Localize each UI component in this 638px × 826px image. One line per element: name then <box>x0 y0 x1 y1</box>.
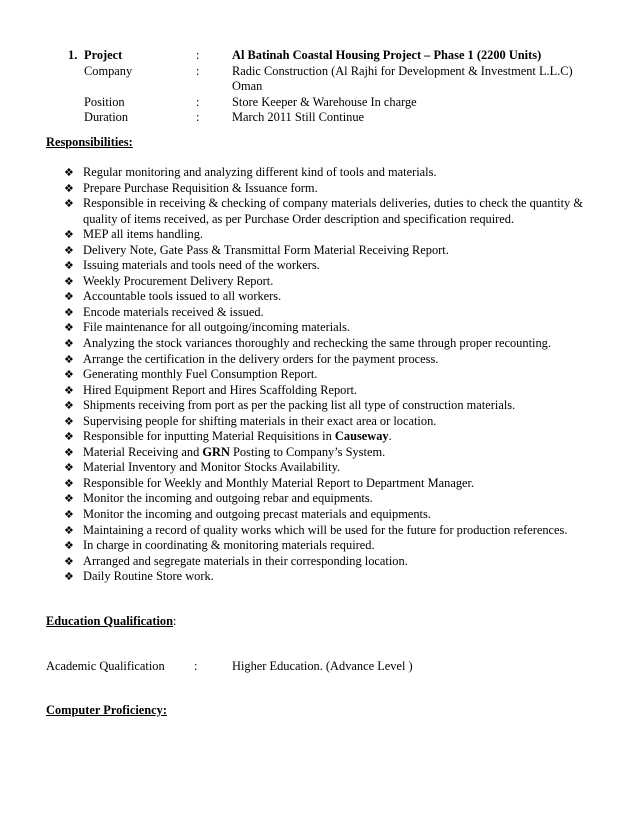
diamond-bullet-icon: ❖ <box>64 166 74 179</box>
diamond-bullet-icon: ❖ <box>64 321 74 335</box>
responsibility-text: Supervising people for shifting materials in their exact area or location. <box>83 413 437 428</box>
responsibility-text: MEP all items handling. <box>83 227 203 242</box>
diamond-bullet-icon: ❖ <box>64 181 74 195</box>
responsibility-item <box>64 196 584 227</box>
project-row-colon: : <box>196 48 200 62</box>
project-row-value: March 2011 Still Continue <box>232 110 365 125</box>
responsibility-text: In charge in coordinating & monitoring materials required. <box>83 538 375 553</box>
responsibility-text: Responsible for Weekly and Monthly Material Report to Department Manager. <box>83 475 475 490</box>
diamond-bullet-icon: ❖ <box>64 337 74 351</box>
diamond-bullet-icon: ❖ <box>64 508 74 522</box>
diamond-bullet-icon: ❖ <box>64 399 74 413</box>
responsibility-item <box>64 181 584 197</box>
project-row <box>68 64 577 80</box>
responsibilities-heading: Responsibilities: <box>46 135 133 149</box>
responsibility-text: Generating monthly Fuel Consumption Report. <box>83 367 318 382</box>
academic-qualification-value: Higher Education. (Advance Level ) <box>232 659 413 673</box>
responsibility-item <box>64 554 584 570</box>
academic-qualification-colon: : <box>194 659 198 673</box>
project-row-label: Duration <box>84 110 129 125</box>
diamond-bullet-icon: ❖ <box>64 476 74 490</box>
computer-proficiency-heading: Computer Proficiency: <box>46 703 168 717</box>
responsibility-text: Shipments receiving from port as per the packing list all type of construction materials. <box>83 398 516 413</box>
responsibility-text-after: Posting to Company’s System. <box>229 444 386 459</box>
project-row-colon <box>196 79 232 95</box>
diamond-bullet-icon: ❖ <box>64 305 74 319</box>
responsibility-text: Responsible in receiving & checking of company materials deliveries, duties to check the quantity & quality of items received, as per Purchase Order description and specification required. <box>83 196 583 226</box>
responsibility-text: Hired Equipment Report and Hires Scaffolding Report. <box>83 382 358 397</box>
diamond-bullet-icon: ❖ <box>64 570 74 584</box>
responsibility-item <box>64 243 584 259</box>
responsibility-item <box>64 367 584 383</box>
responsibility-item <box>64 460 584 476</box>
project-number: 1. <box>68 48 78 62</box>
project-row-label: Project <box>84 48 123 62</box>
responsibility-item <box>64 336 584 352</box>
diamond-bullet-icon: ❖ <box>64 259 74 273</box>
project-row-value: Oman <box>232 79 263 94</box>
academic-qualification-label: Academic Qualification <box>46 659 165 673</box>
diamond-bullet-icon: ❖ <box>64 430 74 444</box>
responsibility-text: Arranged and segregate materials in their corresponding location. <box>83 553 408 568</box>
responsibilities-list <box>64 165 584 585</box>
project-details <box>68 48 577 126</box>
diamond-bullet-icon: ❖ <box>64 539 74 553</box>
responsibility-text: Material Inventory and Monitor Stocks Availability. <box>83 460 341 475</box>
diamond-bullet-icon: ❖ <box>64 352 74 366</box>
project-row-colon: : <box>196 94 200 109</box>
education-heading-text: Education Qualification <box>46 614 174 628</box>
project-number <box>68 79 84 95</box>
diamond-bullet-icon: ❖ <box>64 197 74 211</box>
responsibility-bold-term: GRN <box>202 444 230 459</box>
project-row-colon: : <box>196 63 200 78</box>
responsibility-item <box>64 414 584 430</box>
diamond-bullet-icon: ❖ <box>64 228 74 242</box>
responsibility-text-after: . <box>388 429 392 444</box>
diamond-bullet-icon: ❖ <box>64 368 74 382</box>
responsibility-text: Prepare Purchase Requisition & Issuance form. <box>83 180 318 195</box>
project-row-value: Store Keeper & Warehouse In charge <box>232 94 417 109</box>
project-number <box>68 95 84 111</box>
diamond-bullet-icon: ❖ <box>64 492 74 506</box>
responsibility-text: Delivery Note, Gate Pass & Transmittal Form Material Receiving Report. <box>83 242 449 257</box>
responsibility-text: Analyzing the stock variances thoroughly and rechecking the same through proper recounting. <box>83 336 551 351</box>
responsibility-item <box>64 476 584 492</box>
diamond-bullet-icon: ❖ <box>64 274 74 288</box>
diamond-bullet-icon: ❖ <box>64 383 74 397</box>
diamond-bullet-icon: ❖ <box>64 445 74 459</box>
responsibility-text: Responsible for inputting Material Requisitions in <box>83 429 335 444</box>
responsibility-item <box>64 429 584 445</box>
project-row-label <box>84 79 196 95</box>
responsibility-item <box>64 538 584 554</box>
academic-qualification-row <box>46 658 413 674</box>
responsibility-item <box>64 289 584 305</box>
project-number <box>68 110 84 126</box>
project-row-label: Position <box>84 94 125 109</box>
project-row-value: Radic Construction (Al Rajhi for Development & Investment L.L.C) <box>232 63 573 78</box>
responsibility-item <box>64 305 584 321</box>
responsibility-text: Material Receiving and <box>83 444 203 459</box>
responsibility-item <box>64 507 584 523</box>
responsibility-text: Encode materials received & issued. <box>83 304 264 319</box>
responsibility-item <box>64 383 584 399</box>
project-number <box>68 64 84 80</box>
responsibility-text: Daily Routine Store work. <box>83 569 214 584</box>
project-row <box>68 95 577 111</box>
responsibility-item <box>64 274 584 290</box>
diamond-bullet-icon: ❖ <box>64 554 74 568</box>
responsibility-text: Regular monitoring and analyzing different kind of tools and materials. <box>83 165 437 179</box>
education-heading-colon: : <box>173 614 177 628</box>
education-heading <box>46 614 176 629</box>
responsibility-text: Maintaining a record of quality works which will be used for the future for production references. <box>83 522 568 537</box>
responsibility-text: Weekly Procurement Delivery Report. <box>83 273 274 288</box>
responsibility-text: File maintenance for all outgoing/incoming materials. <box>83 320 351 335</box>
responsibility-item <box>64 165 584 181</box>
responsibility-item <box>64 227 584 243</box>
responsibility-text: Monitor the incoming and outgoing precast materials and equipments. <box>83 507 431 522</box>
responsibility-item <box>64 445 584 461</box>
diamond-bullet-icon: ❖ <box>64 461 74 475</box>
responsibility-bold-term: Causeway <box>334 429 389 444</box>
diamond-bullet-icon: ❖ <box>64 290 74 304</box>
project-row-value: Al Batinah Coastal Housing Project – Phase 1 (2200 Units) <box>232 48 542 62</box>
responsibility-text: Monitor the incoming and outgoing rebar and equipments. <box>83 491 373 506</box>
diamond-bullet-icon: ❖ <box>64 523 74 537</box>
project-row-colon: : <box>196 110 200 125</box>
project-row-label: Company <box>84 63 133 78</box>
responsibility-item <box>64 491 584 507</box>
responsibility-text: Accountable tools issued to all workers. <box>83 289 282 304</box>
responsibility-text: Arrange the certification in the delivery orders for the payment process. <box>83 351 439 366</box>
responsibility-item <box>64 523 584 539</box>
responsibility-text: Issuing materials and tools need of the workers. <box>83 258 320 273</box>
project-row <box>68 48 577 64</box>
diamond-bullet-icon: ❖ <box>64 414 74 428</box>
responsibility-item <box>64 352 584 368</box>
diamond-bullet-icon: ❖ <box>64 243 74 257</box>
responsibility-item <box>64 569 584 585</box>
responsibility-item <box>64 398 584 414</box>
project-row <box>68 79 577 95</box>
responsibility-item <box>64 258 584 274</box>
project-row <box>68 110 577 126</box>
responsibility-item <box>64 320 584 336</box>
